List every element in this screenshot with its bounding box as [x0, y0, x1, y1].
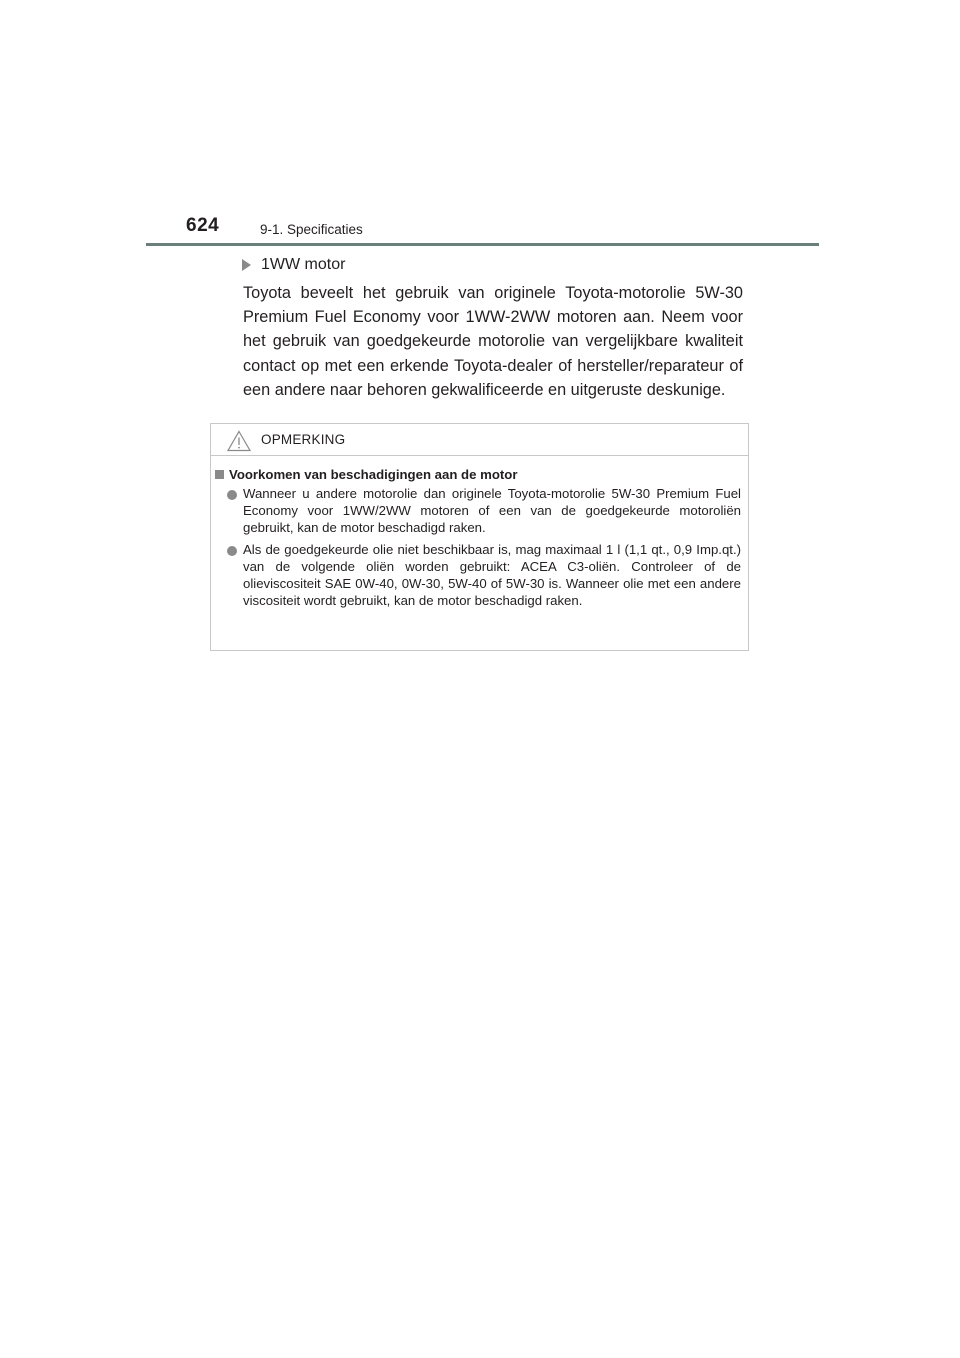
list-item-text: Als de goedgekeurde olie niet beschikbaar is, mag maximaal 1 l (1,1 qt., 0,9 Imp.qt.) van de volgende oliën worden gebruikt: ACEA C3-oliën. Controleer of de olieviscositeit SAE 0W-40, 0W-30, 5W-40 of 5W-30 is. Wanneer olie met een andere viscositeit wordt gebruikt, kan de motor beschadigd raken. — [243, 542, 741, 608]
body-paragraph: Toyota beveelt het gebruik van originele Toyota-motorolie 5W-30 Premium Fuel Economy voor 1WW-2WW motoren aan. Neem voor het gebruik van goedgekeurde motorolie van vergelijkbare kwaliteit contact op met een erkende Toyota-dealer of hersteller/reparateur of een andere naar behoren gekwalificeerde en uitgeruste deskunige. — [243, 284, 743, 399]
notice-subtitle — [215, 467, 741, 482]
notice-body — [211, 456, 748, 610]
list-item — [227, 542, 741, 609]
notice-header — [211, 424, 748, 456]
list-item — [227, 486, 741, 536]
page-number: 624 — [186, 215, 220, 236]
notice-title: OPMERKING — [261, 432, 346, 447]
subheading-label: 1WW motor — [261, 256, 346, 273]
section-title: 9-1. Specificaties — [260, 222, 363, 237]
notice-subtitle-label: Voorkomen van beschadigingen aan de motor — [229, 467, 518, 482]
circle-bullet-icon — [227, 490, 237, 500]
list-item-text: Wanneer u andere motorolie dan originele Toyota-motorolie 5W-30 Premium Fuel Economy voor 1WW/2WW motoren of een van de goedgekeurde motoroliën gebruikt, kan de motor beschadigd raken. — [243, 486, 741, 535]
square-bullet-icon — [215, 470, 224, 479]
circle-bullet-icon — [227, 546, 237, 556]
warning-triangle-icon — [227, 430, 251, 452]
notice-box — [210, 423, 749, 651]
header-divider — [146, 243, 819, 246]
subheading — [242, 256, 345, 274]
arrow-right-icon — [242, 259, 251, 271]
